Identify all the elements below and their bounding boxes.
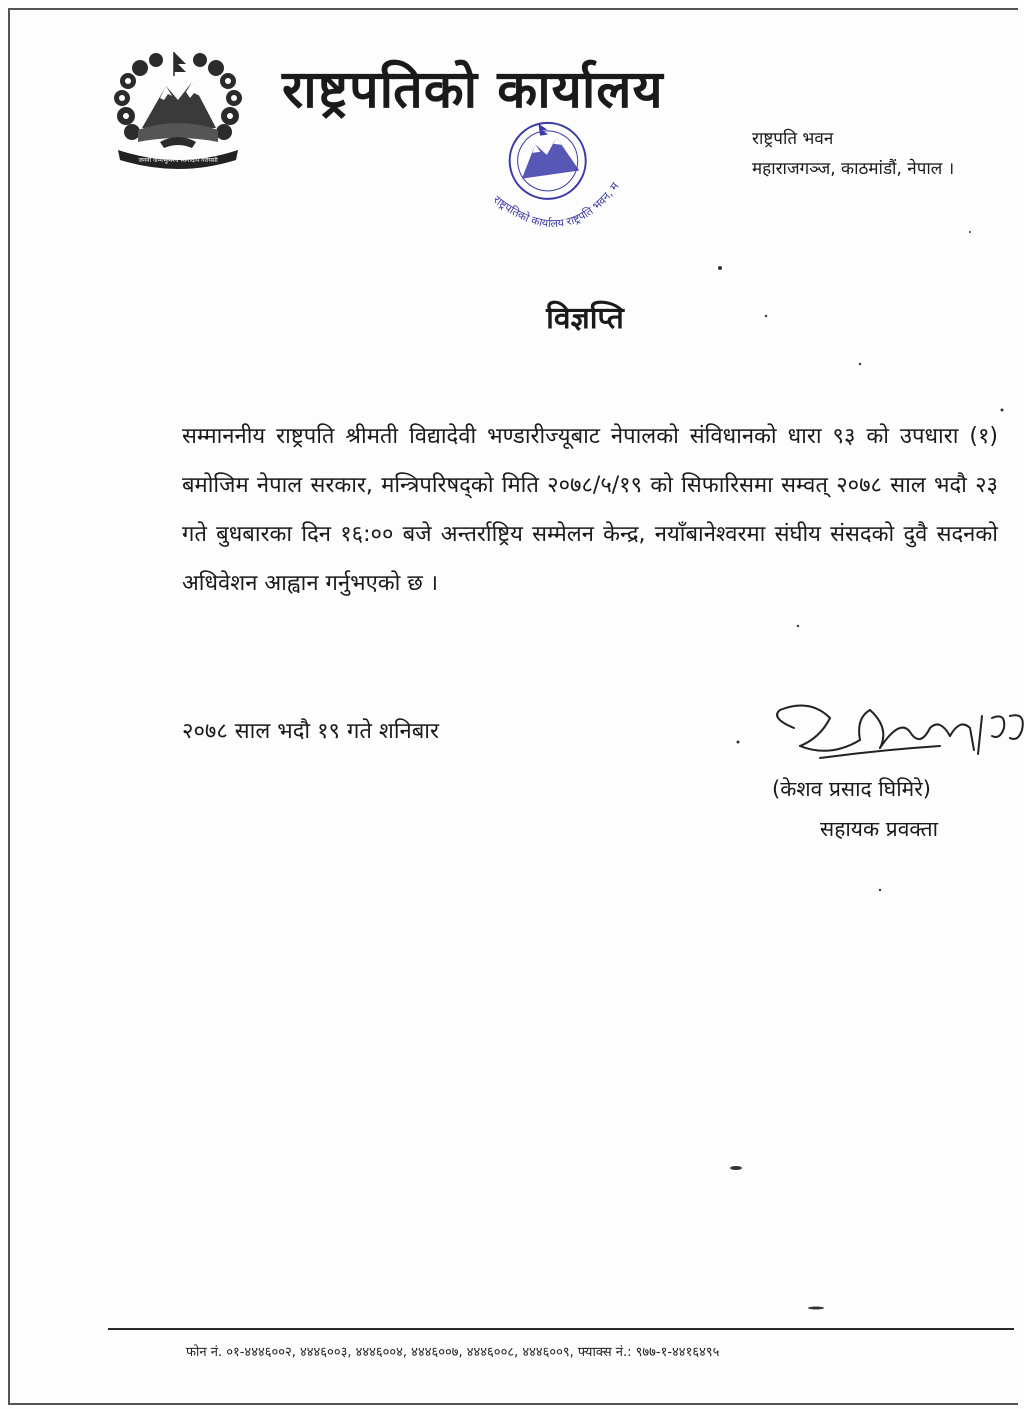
office-stamp-seal [470,112,640,242]
scan-border-top [8,8,1018,10]
national-emblem-logo [108,46,248,171]
handwritten-signature [760,688,1024,783]
notice-body: सम्माननीय राष्ट्रपति श्रीमती विद्यादेवी भण्डारीज्यूबाट नेपालको संविधानको धारा ९३ को उपधारा (१) बमोजिम नेपाल सरकार, मन्त्रिपरिषद्को मिति २०७८/५/१९ को सिफारिसमा सम्वत् २०७८ साल भदौ २३ गते बुधबारका दिन १६:०० बजे अन्तर्राष्ट्रिय सम्मेलन केन्द्र, नयाँबानेश्वरमा संघीय संसदको दुवै सदनको अधिवेशन आह्वान गर्नुभएको छ । [182,424,998,596]
office-title: राष्ट्रपतिको कार्यालय [282,60,664,120]
address-line-2: महाराजगञ्ज, काठमांडौं, नेपाल । [752,159,955,179]
footer-divider [108,1328,1014,1330]
svg-text:राष्ट्रपतिको कार्यालय राष्ट्रप: राष्ट्रपतिको कार्यालय राष्ट्रपति भवन, महाराजगञ्ज, [490,179,622,231]
signatory-name: (केशव प्रसाद घिमिरे) [772,777,931,801]
address-line-1: राष्ट्रपति भवन [752,129,834,149]
svg-text:जननी जन्मभूमिश्च स्वर्गादपि गर: जननी जन्मभूमिश्च स्वर्गादपि गरीयसी [138,157,218,164]
signatory-title: सहायक प्रवक्ता [820,817,939,841]
office-address [752,124,954,184]
scan-border-left [8,8,10,1403]
notice-heading: विज्ञप्ति [546,301,624,336]
scan-border-bottom [8,1403,1018,1405]
notice-date: २०७८ साल भदौ १९ गते शनिबार [182,719,439,744]
footer-contact: फोन नं. ०१-४४४६००२, ४४४६००३, ४४४६००४, ४४४६००७, ४४४६००८, ४४४६००९, फ्याक्स नं.: ९७७-१-४४१६४९५ [186,1345,720,1360]
